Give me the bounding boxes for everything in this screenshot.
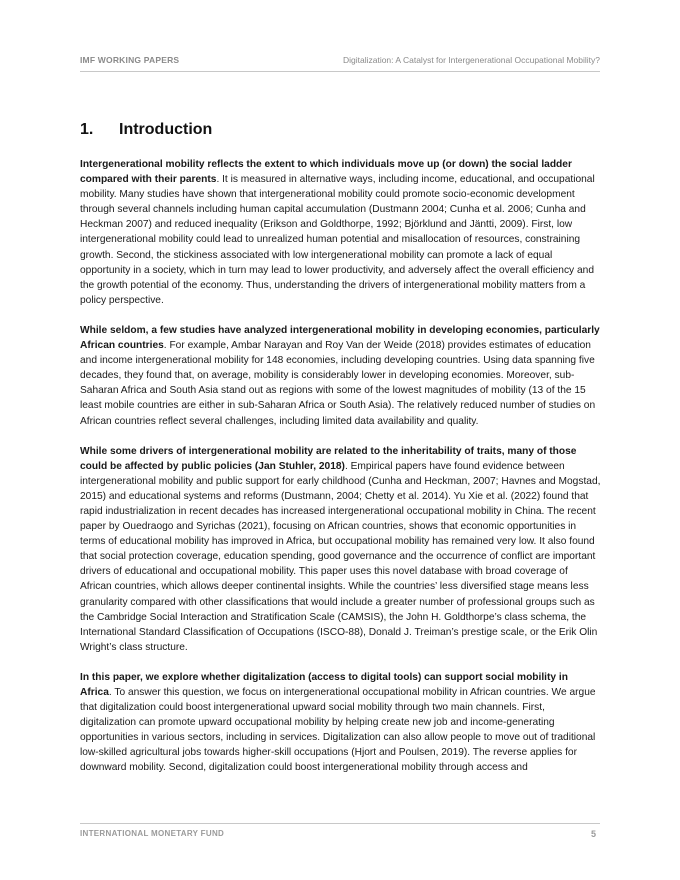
- footer-organization: INTERNATIONAL MONETARY FUND: [80, 829, 225, 838]
- paragraph-lead: While seldom, a few studies have analyzed intergenerational mobility in developing economies, particularly African countries: [80, 324, 600, 352]
- paragraph-text: . To answer this question, we focus on intergenerational occupational mobility in African countries. We argue that digitalization could boost intergenerational upward social mobility through two main channels. First, digitalization can promote upward occupational mobility by helping create new job and income-generating opportunities in various sectors, including in services. Digitalization can also allow people to move out of traditional low-skilled agricultural jobs towards higher-skill occupations (Hjort and Poulsen, 2019). The reverse applies for downward mobility. Second, digitalization could boost intergenerational mobility through access and: [80, 687, 596, 774]
- paragraph-lead: In this paper, we explore whether digitalization (access to digital tools) can support social mobility in Africa: [80, 671, 568, 698]
- paragraph-lead: Intergenerational mobility reflects the extent to which individuals move up (or down) the social ladder compared with their parents: [80, 159, 572, 186]
- body-text: [80, 157, 601, 791]
- journal-name: IMF WORKING PAPERS: [80, 55, 180, 65]
- paragraph-4: [80, 670, 601, 776]
- paragraph-text: . Empirical papers have found evidence between intergenerational mobility and public support for early childhood (Cunha and Heckman, 2007; Havnes and Mogstad, 2015) and educational systems and reforms (Dustmann, 2004; Chetty et al. 2014). Yu Xie et al. (2022) found that rapid industrialization in recent decades has increased intergenerational occupational mobility in China. The recent paper by Ouedraogo and Syrichas (2021), focusing on African countries, shows that economic opportunities in terms of educational mobility has improved in Africa, but occupational mobility has remained very low. It also found that social protection coverage, education spending, good governance and the occurrence of conflict are important drivers of educational and occupational mobility. This paper uses this novel database with broad coverage of African countries, which allows deeper continental insights. While the countries’ less diversified stage means less granularity compared with other classifications that would include a greater number of professional groups such as the Cambridge Social Interaction and Stratification Scale (CAMSIS), the John H. Goldthorpe’s class schema, the International Standard Classification of Occupations (ISCO-88), Donald J. Treiman’s prestige scale, or the Erik Olin Wright’s class structure.: [80, 460, 601, 653]
- page-number: 5: [590, 829, 596, 839]
- page-footer: [80, 823, 600, 844]
- paragraph-3: [80, 444, 601, 655]
- section-number: 1.: [80, 121, 94, 138]
- paragraph-text: . For example, Ambar Narayan and Roy Van der Weide (2018) provides estimates of education and income intergenerational mobility for 148 economies, including developing countries. Using data spanning five decades, they found that, on average, mobility is considerably lower in developing economies. Moreover, sub-Saharan Africa and South Asia stand out as regions with some of the lowest magnitudes of mobility (13 of the 15 least mobile countries are either in sub-Saharan Africa or South Asia). The relatively reduced number of studies on African countries reflect several challenges, including limited data availability and quality.: [80, 340, 596, 427]
- section-heading: [80, 121, 212, 139]
- paragraph-text: . It is measured in alternative ways, including income, educational, and occupational mobility. Many studies have shown that intergenerational mobility could promote socio-economic development through several channels including human capital accumulation (Dustmann 2004; Cunha et al. 2006; Cunha and Heckman 2007) and reduced inequality (Erikson and Goldthorpe, 1992; Björklund and Jäntti, 2009). First, low intergenerational mobility could lead to unrealized human potential and misallocation of resources, constraining growth. Second, the stickiness associated with low intergenerational mobility can promote a lack of equal opportunity in a society, which in turn may lead to lower productivity, and adversely affect the overall efficiency and the growth potential of the economy. Thus, understanding the drivers of intergenerational mobility matters from a policy perspective.: [80, 174, 595, 306]
- paragraph-2: [80, 323, 601, 429]
- paper-title-header: Digitalization: A Catalyst for Intergenerational Occupational Mobility?: [342, 55, 600, 65]
- paragraph-lead: While some drivers of intergenerational mobility are related to the inheritability of traits, many of those could be affected by public policies (Jan Stuhler, 2018): [80, 445, 577, 472]
- section-title: Introduction: [119, 121, 213, 138]
- running-header: [80, 53, 600, 72]
- paragraph-1: [80, 157, 601, 308]
